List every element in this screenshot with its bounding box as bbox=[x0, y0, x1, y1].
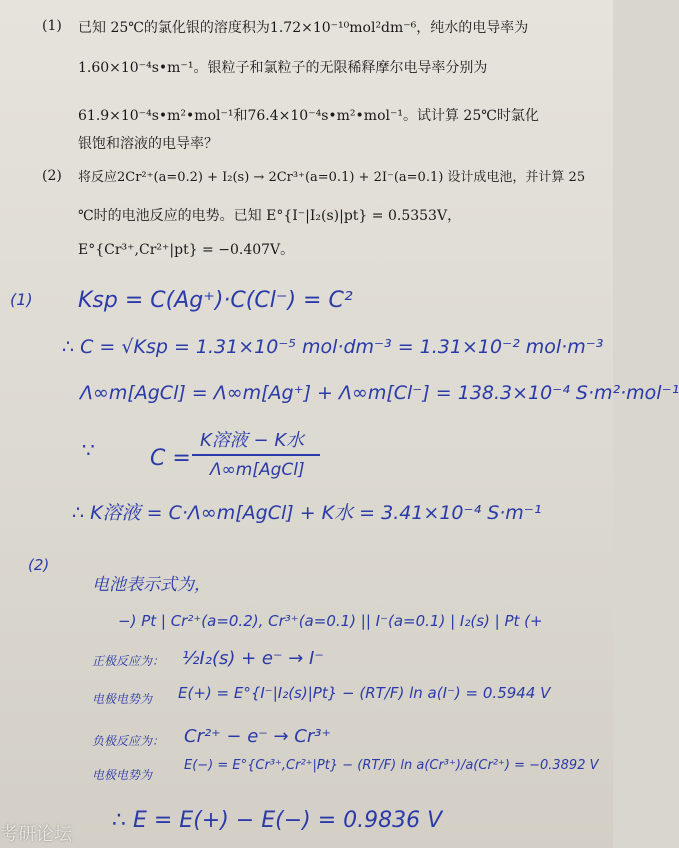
answer2-anode-potential: E(−) = E°{Cr³⁺,Cr²⁺|Pt} − (RT/F) ln a(Cr³⁺)/a(Cr²⁺) = −0.3892 V bbox=[184, 758, 599, 773]
answer2-cathode-potential-label: 电极电势为 bbox=[92, 692, 153, 706]
answer2-cathode-reaction: ½I₂(s) + e⁻ → I⁻ bbox=[182, 648, 324, 669]
q2-line-1: 将反应2Cr²⁺(a=0.2) + I₂(s) → 2Cr³⁺(a=0.1) + 2I⁻(a=0.1) 设计成电池，并计算 25 bbox=[78, 170, 586, 185]
answer2-line-1: 电池表示式为， bbox=[92, 575, 211, 595]
answer1-fraction-bar bbox=[192, 454, 320, 456]
q2-line-3: E°{Cr³⁺,Cr²⁺|pt} = −0.407V。 bbox=[78, 242, 295, 258]
answer1-fraction-denominator: Λ∞m[AgCl] bbox=[210, 460, 305, 480]
answer2-number: (2) bbox=[28, 556, 50, 574]
answer2-cathode-potential: E(+) = E°{I⁻|I₂(s)|Pt} − (RT/F) ln a(I⁻) = 0.5944 V bbox=[178, 684, 551, 702]
answer1-number: (1) bbox=[10, 290, 33, 309]
answer2-final-emf: ∴ E = E(+) − E(−) = 0.9836 V bbox=[112, 808, 443, 833]
answer1-fraction-lhs: C = bbox=[150, 446, 191, 471]
answer1-line-2: ∴ C = √Ksp = 1.31×10⁻⁵ mol·dm⁻³ = 1.31×10⁻² mol·m⁻³ bbox=[62, 336, 604, 358]
answer1-because: ∵ bbox=[82, 438, 95, 462]
watermark: 考研论坛 bbox=[0, 824, 72, 845]
answer2-cell-notation: −) Pt | Cr²⁺(a=0.2), Cr³⁺(a=0.1) || I⁻(a=0.1) | I₂(s) | Pt (+ bbox=[118, 612, 543, 630]
answer2-anode-label: 负极反应为： bbox=[92, 734, 165, 748]
answer1-line-5: ∴ K溶液 = C·Λ∞m[AgCl] + K水 = 3.41×10⁻⁴ S·m⁻¹ bbox=[72, 502, 542, 524]
q1-line-3: 61.9×10⁻⁴s•m²•mol⁻¹和76.4×10⁻⁴s•m²•mol⁻¹。试计算 25℃时氯化 bbox=[78, 108, 539, 124]
answer1-line-3: Λ∞m[AgCl] = Λ∞m[Ag⁺] + Λ∞m[Cl⁻] = 138.3×10⁻⁴ S·m²·mol⁻¹ bbox=[80, 382, 679, 404]
q1-line-4: 银饱和溶液的电导率？ bbox=[78, 136, 218, 152]
q2-number: (2) bbox=[42, 168, 62, 184]
q1-line-2: 1.60×10⁻⁴s•m⁻¹。银粒子和氯粒子的无限稀释摩尔电导率分别为 bbox=[78, 60, 488, 76]
answer2-cathode-label: 正极反应为： bbox=[92, 654, 165, 668]
q1-number: (1) bbox=[42, 18, 62, 34]
answer2-anode-potential-label: 电极电势为 bbox=[92, 768, 153, 782]
answer2-anode-reaction: Cr²⁺ − e⁻ → Cr³⁺ bbox=[184, 726, 331, 747]
q2-line-2: ℃时的电池反应的电势。已知 E°{I⁻|I₂(s)|pt} = 0.5353V， bbox=[78, 208, 462, 224]
answer1-line-1: Ksp = C(Ag⁺)·C(Cl⁻) = C² bbox=[78, 288, 353, 313]
answer1-fraction-numerator: K溶液 − K水 bbox=[200, 430, 305, 451]
q1-line-1: 已知 25℃的氯化银的溶度积为1.72×10⁻¹⁰mol²dm⁻⁶，纯水的电导率为 bbox=[78, 20, 529, 36]
